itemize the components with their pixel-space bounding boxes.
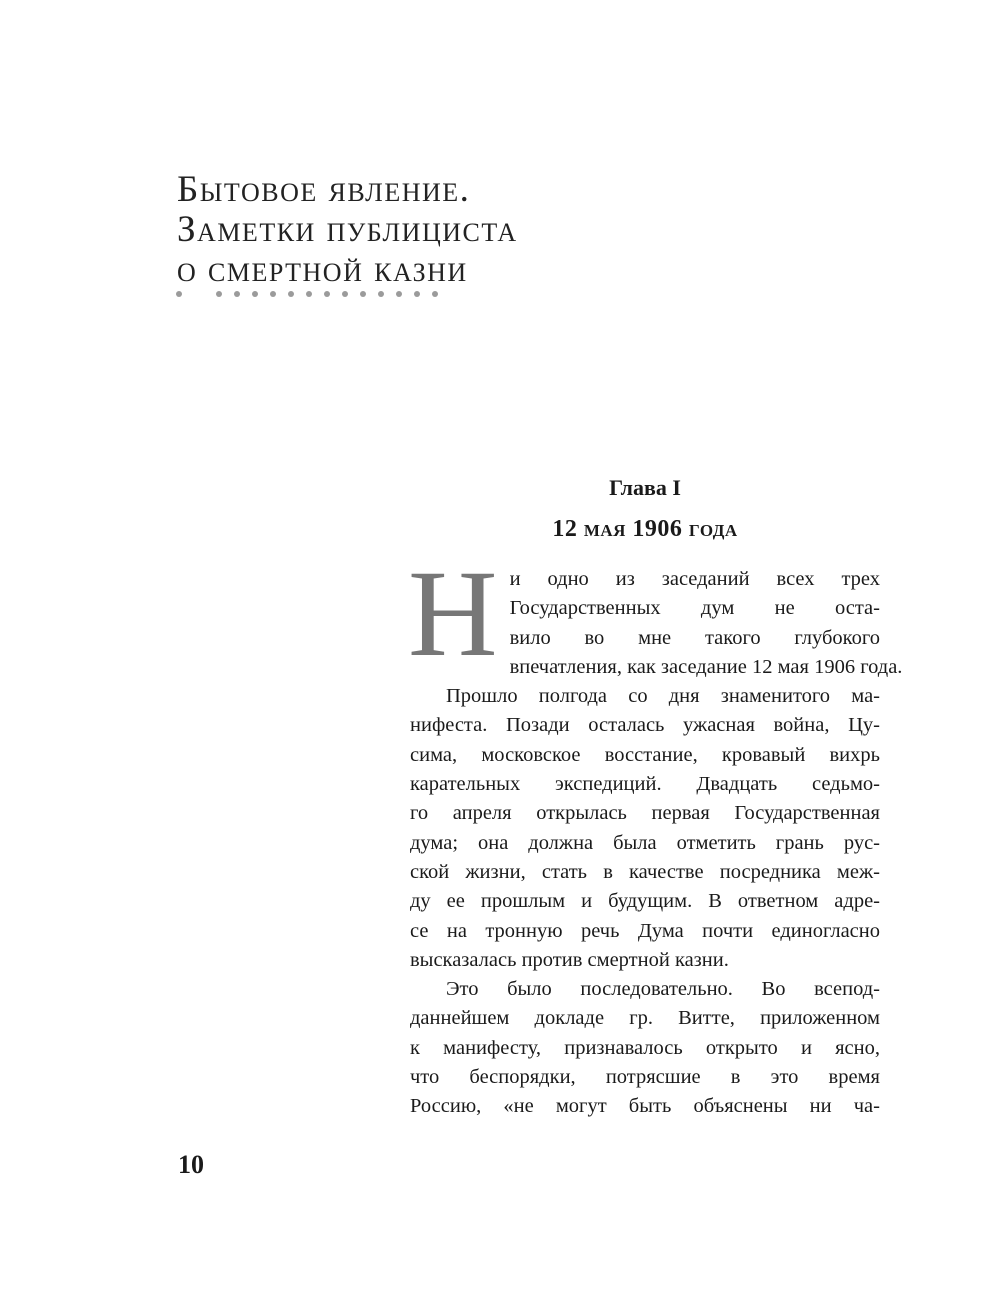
chapter-label: Глава I [609,475,681,500]
text-line: сима, московское восстание, кровавый вихрь [410,743,880,766]
divider-dot [234,291,240,297]
section-title-line: Бытовое явление. [177,169,471,210]
text-line: Государственных дум не оста- [509,597,880,620]
divider-dot [378,291,384,297]
divider-dot [176,291,182,297]
divider-dot [432,291,438,297]
text-line: Прошло полгода со дня знаменитого ма- [446,685,880,708]
paragraph [410,975,880,1121]
divider-dot [252,291,258,297]
text-line: даннейшем докладе гр. Витте, приложенном [410,1007,880,1030]
divider-dot [324,291,330,297]
divider-dot [414,291,420,297]
text-line: что беспорядки, потрясшие в это время [410,1066,880,1089]
section-title-line: Заметки публициста [177,209,518,250]
text-line: нифеста. Позади осталась ужасная война, Цу- [410,714,880,737]
text-line: к манифесту, признавалось открыто и ясно, [410,1036,880,1059]
text-line: впечатления, как заседание 12 мая 1906 года. [509,655,903,678]
divider-dot [216,291,222,297]
text-line: ской жизни, стать в качестве посредника меж- [410,860,880,883]
text-line: ду ее прошлым и будущим. В ответном адре- [410,890,880,913]
paragraph [410,682,880,975]
text-line: высказалась против смертной казни. [410,948,729,971]
text-line: Россию, «не могут быть объяснены ни ча- [410,1095,880,1118]
drop-cap: Н [408,545,498,682]
text-line: дума; она должна была отметить грань рус- [410,831,880,854]
text-line: вило во мне такого глубокого [509,626,880,649]
paragraph [408,545,903,682]
decorative-dot-divider [176,291,456,301]
text-line: се на тронную речь Дума почти единогласно [410,919,880,942]
divider-dot [288,291,294,297]
body-text [408,545,903,1122]
section-title-line: о смертной казни [177,249,468,290]
chapter-title: 12 мая 1906 года [552,516,738,542]
text-line: и одно из заседаний всех трех [509,568,880,590]
text-line: карательных экспедиций. Двадцать седьмо- [410,773,880,796]
divider-dot [342,291,348,297]
page-number: 10 [178,1150,204,1179]
divider-dot [396,291,402,297]
divider-dot [270,291,276,297]
section-title [177,170,577,290]
divider-dot [306,291,312,297]
divider-dot [360,291,366,297]
text-line: го апреля открылась первая Государственная [410,802,880,825]
text-line: Это было последовательно. Во всепод- [446,978,880,1001]
